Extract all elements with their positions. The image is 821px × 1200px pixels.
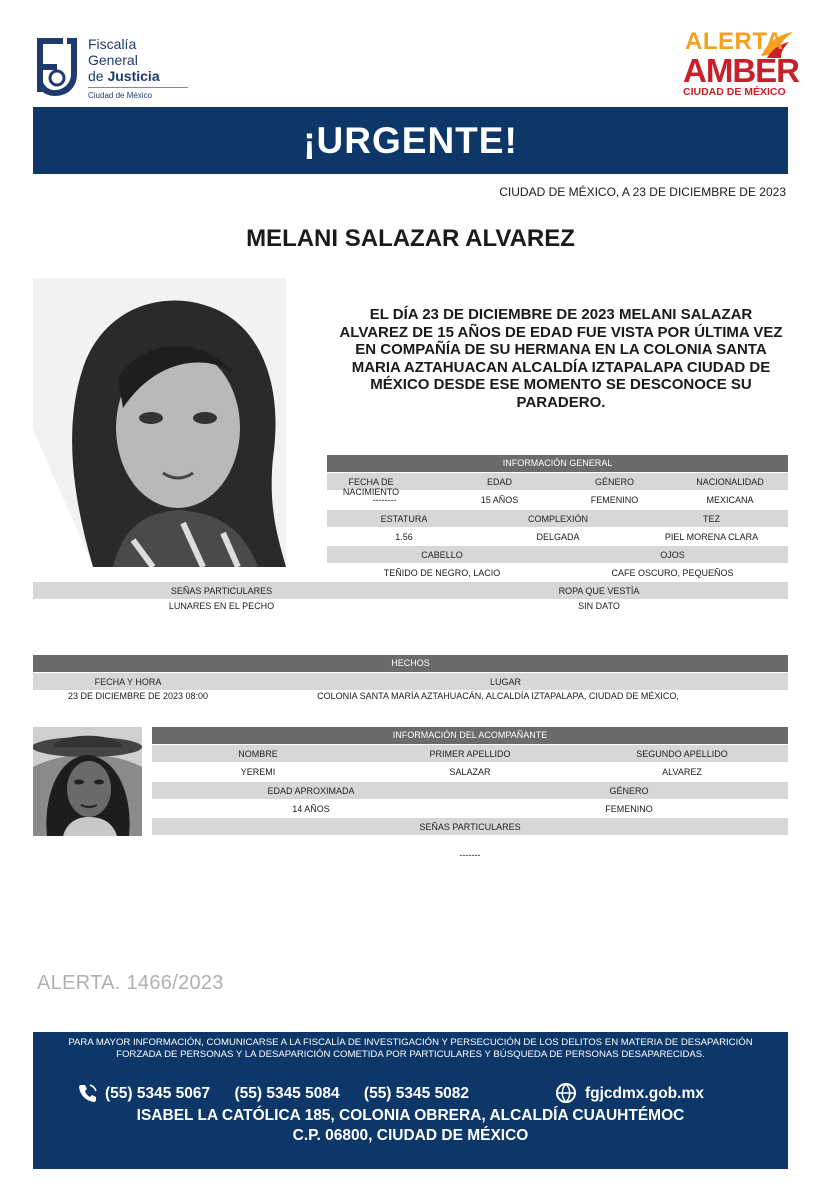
value-build: DELGADA [536,532,580,542]
header-age: EDAD [486,477,512,487]
phone-icon [78,1083,98,1103]
header-eyes: OJOS [660,550,685,560]
header-distinguishing-marks: SEÑAS PARTICULARES [170,586,273,596]
general-info-value-row-2 [327,528,788,545]
footer-address-line1: ISABEL LA CATÓLICA 185, COLONIA OBRERA, ALCALDÍA CUAUHTÉMOC [136,1107,685,1124]
general-info-value-row-3 [327,564,788,581]
value-nationality: MEXICANA [706,495,754,505]
marks-clothes-value-row [33,597,788,614]
amber-city: CIUDAD DE MÉXICO [683,86,786,98]
value-companion-gender: FEMENINO [605,804,653,814]
missing-person-name: MELANI SALAZAR ALVAREZ [246,225,575,252]
value-birth-date: -------- [372,495,397,505]
header-nationality: NACIONALIDAD [696,477,764,487]
header-companion-gender: GÉNERO [609,786,649,796]
urgent-banner: ¡URGENTE! [33,107,788,174]
date-line: CIUDAD DE MÉXICO, A 23 DE DICIEMBRE DE 2023 [499,185,786,199]
companion-photo [33,727,142,836]
companion-header-row-2 [152,782,788,799]
phone-number-2[interactable]: (55) 5345 5084 [234,1085,340,1102]
footer-website[interactable]: fgjcdmx.gob.mx [585,1085,704,1102]
header-build: COMPLEXIÓN [527,514,588,524]
header-clothing: ROPA QUE VESTÍA [558,586,640,596]
value-height: 1.56 [395,532,413,542]
companion-header-row-1 [152,745,788,762]
header-height: ESTATURA [380,514,428,524]
header-hair: CABELLO [421,550,463,560]
companion-value-row-3 [152,846,788,863]
value-companion-marks: ------- [459,850,481,860]
fgj-logo [33,34,183,100]
logo-text-line4: Ciudad de México [88,91,153,100]
value-distinguishing-marks: LUNARES EN EL PECHO [168,601,275,611]
amber-word-alerta: ALERTA [685,28,784,55]
phone-number-3[interactable]: (55) 5345 5082 [363,1085,470,1102]
general-info-heading: INFORMACIÓN GENERAL [327,455,788,472]
value-skin: PIEL MORENA CLARA [664,532,759,542]
value-eyes: CAFE OSCURO, PEQUEÑOS [611,568,734,578]
case-description: EL DÍA 23 DE DICIEMBRE DE 2023 MELANI SALAZAR ALVAREZ DE 15 AÑOS DE EDAD FUE VISTA POR ÚLTIMA VEZ EN COMPAÑÍA DE SU HERMANA EN LA COLONIA SANTA MARIA AZTAHUACAN ALCALDÍA IZTAPALAPA CIUDAD DE MÉXICO DESDE ESE MOMENTO SE DESCONOCE SU PARADERO. [339,306,783,411]
value-companion-last1: SALAZAR [449,767,491,777]
companion-value-row-2 [152,800,788,817]
header-skin: TEZ [703,514,720,524]
header-companion-age: EDAD APROXIMADA [267,786,355,796]
alerta-amber-logo [677,26,797,100]
header-companion-last1: PRIMER APELLIDO [429,749,511,759]
footer-info-text: PARA MAYOR INFORMACIÓN, COMUNICARSE A LA FISCALÍA DE INVESTIGACIÓN Y PERSECUCIÓN DE LOS DELITOS EN MATERIA DE DESAPARICIÓN FORZADA DE PERSONAS Y LA DESAPARICIÓN COMETIDA POR PARTICULARES Y BÚSQUEDA DE PERSONAS DESAPARECIDAS. [68,1037,753,1060]
amber-word-amber: AMBER [683,52,799,89]
footer-address-line2: C.P. 06800, CIUDAD DE MÉXICO [292,1127,529,1144]
general-info-header-row-1 [327,473,788,497]
header-companion-marks: SEÑAS PARTICULARES [419,822,521,832]
value-date-time: 23 DE DICIEMBRE DE 2023 08:00 [67,691,209,701]
companion-heading: INFORMACIÓN DEL ACOMPAÑANTE [152,727,788,744]
header-gender: GÉNERO [594,477,634,487]
value-hair: TEÑIDO DE NEGRO, LACIO [383,568,501,578]
alert-number: ALERTA. 1466/2023 [37,972,224,994]
general-info-value-row-1 [327,491,788,508]
companion-header-row-3 [152,818,788,835]
value-clothing: SIN DATO [578,601,620,611]
header-place: LUGAR [489,677,521,687]
header-companion-name: NOMBRE [238,749,278,759]
value-companion-name: YEREMI [240,767,276,777]
general-info-header-row-2 [327,510,788,527]
fgj-logo-icon [33,34,81,98]
general-info-header-row-3 [327,546,788,563]
contact-footer [33,1032,788,1169]
logo-divider [88,87,188,88]
value-companion-last2: ALVAREZ [662,767,702,777]
logo-text-line1: Fiscalía [88,36,137,52]
facts-value-row [33,687,788,704]
value-companion-age: 14 AÑOS [292,804,330,814]
facts-heading: HECHOS [33,655,788,672]
logo-text-line2: General [88,52,138,68]
footer-phones [105,1085,489,1103]
missing-person-photo [33,278,286,567]
value-age: 15 AÑOS [480,495,519,505]
phone-number-1[interactable]: (55) 5345 5067 [105,1085,211,1102]
logo-text-line3: de Justicia [88,68,160,84]
web-icon [555,1082,577,1104]
header-companion-last2: SEGUNDO APELLIDO [636,749,728,759]
value-place: COLONIA SANTA MARÍA AZTAHUACÁN, ALCALDÍA IZTAPALAPA, CIUDAD DE MÉXICO, [317,691,679,701]
header-date-time: FECHA Y HORA [94,677,162,687]
companion-value-row-1 [152,763,788,780]
header-birth-date: FECHA DE NACIMIENTO [342,477,400,497]
value-gender: FEMENINO [590,495,639,505]
